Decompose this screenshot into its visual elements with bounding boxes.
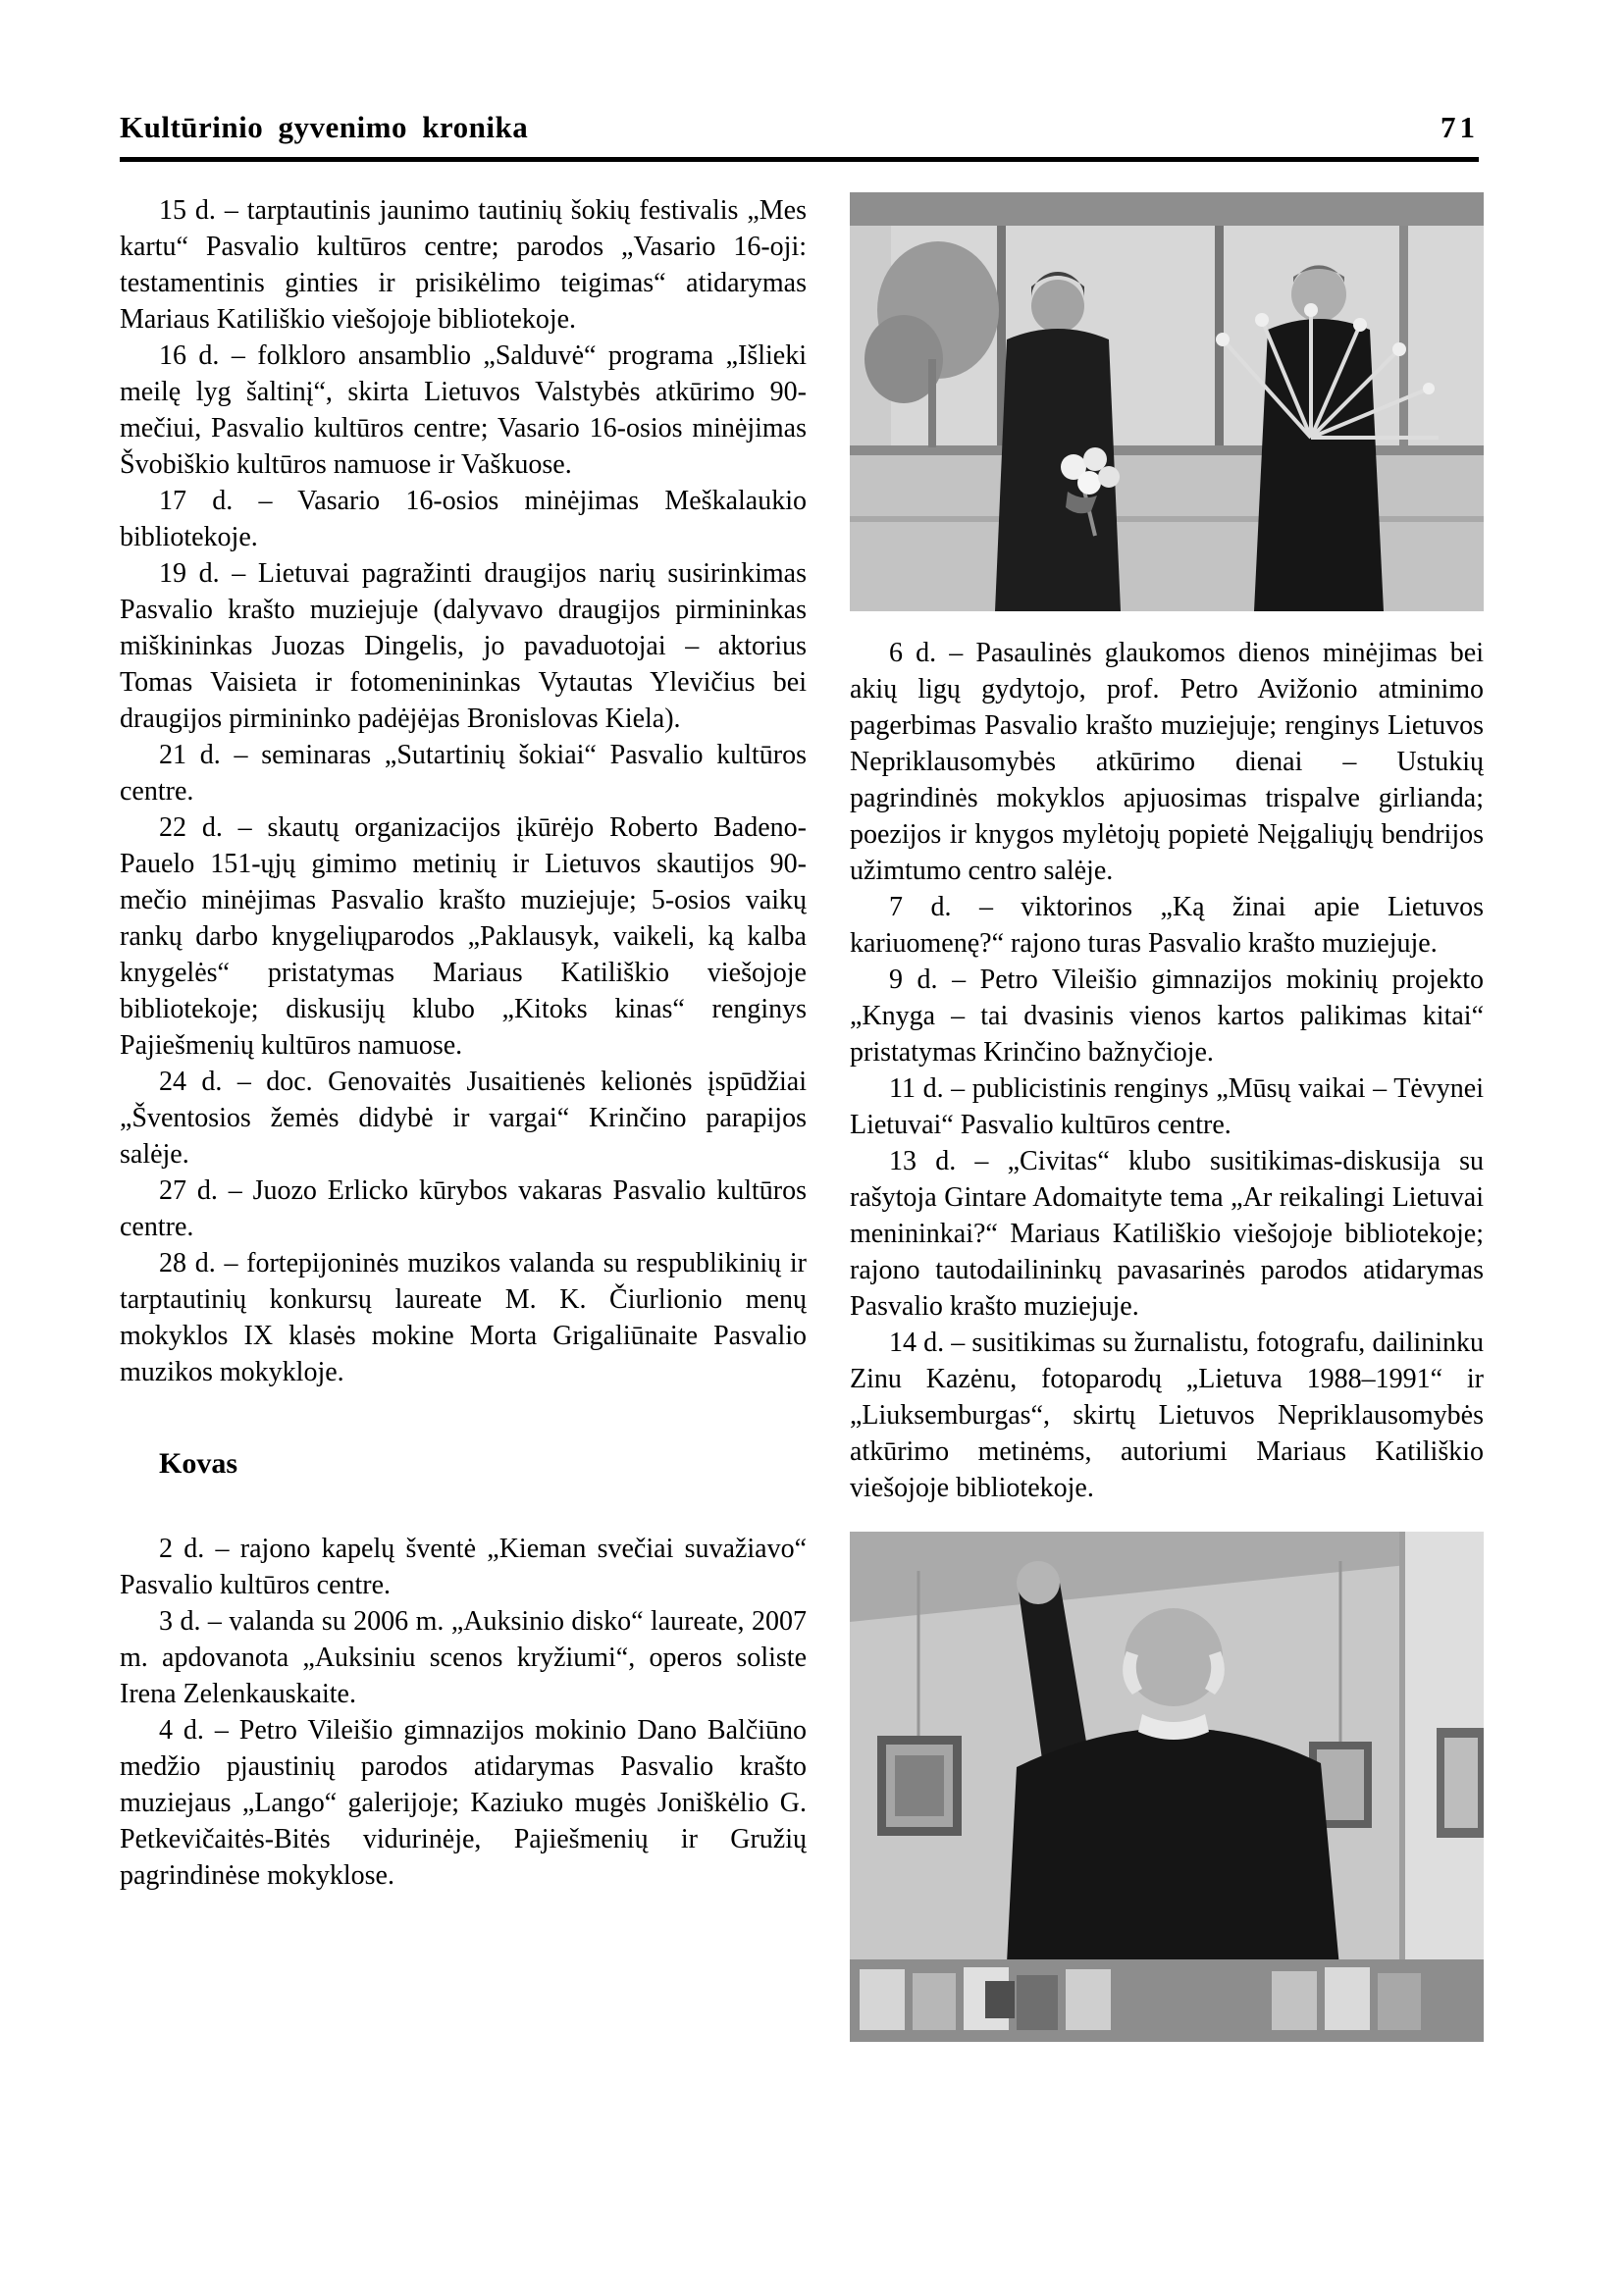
left-column	[120, 192, 807, 1894]
photo-display-table	[850, 1959, 1484, 2042]
page-title: Kultūrinio gyvenimo kronika	[120, 110, 529, 144]
chronicle-entry: 16 d. – folkloro ansamblio „Salduvė“ programa „Išlieki meilę lyg šaltinį“, skirta Lietuvos Valstybės atkūrimo 90-mečiui, Pasvalio kultūros centre; Vasario 16-osios minėjimas Švobiškio kultūros namuose ir Vaškuose.	[120, 340, 807, 480]
chronicle-entry: 11 d. – publicistinis renginys „Mūsų vaikai – Tėvynei Lietuvai“ Pasvalio kultūros centre.	[850, 1073, 1484, 1140]
chronicle-entry: 24 d. – doc. Genovaitės Jusaitienės kelionės įspūdžiai „Šventosios žemės didybė ir vargai“ Krinčino parapijos salėje.	[120, 1067, 807, 1170]
chronicle-entry: 13 d. – „Civitas“ klubo susitikimas-diskusija su rašytoja Gintare Adomaityte tema „Ar reikalingi Lietuvai menininkai?“ Mariaus Katiliškio viešojoje bibliotekoje; rajono tautodailininkų pavasarinės parodos atidarymas Pasvalio krašto muziejuje.	[850, 1146, 1484, 1322]
chronicle-entry: 7 d. – viktorinos „Ką žinai apie Lietuvos kariuomenę?“ rajono turas Pasvalio krašto muziejuje.	[850, 892, 1484, 959]
page-header	[120, 110, 1479, 162]
page-number: 71	[1441, 110, 1479, 144]
section-heading-kovas: Kovas	[159, 1447, 238, 1480]
chronicle-entry: 9 d. – Petro Vileišio gimnazijos mokinių projekto „Knyga – tai dvasinis vienos kartos palikimas kitai“ pristatymas Krinčino bažnyčioje.	[850, 965, 1484, 1068]
chronicle-entry: 27 d. – Juozo Erlicko kūrybos vakaras Pasvalio kultūros centre.	[120, 1175, 807, 1242]
chronicle-entry: 17 d. – Vasario 16-osios minėjimas Meškalaukio bibliotekoje.	[120, 486, 807, 552]
chronicle-entry: 15 d. – tarptautinis jaunimo tautinių šokių festivalis „Mes kartu“ Pasvalio kultūros centre; parodos „Vasario 16-oji: testamentinis ginties ir prisikėlimo teigimas“ atidarymas Mariaus Katiliškio viešojoje bibliotekoje.	[120, 195, 807, 335]
framed-artwork-far-right	[1437, 1728, 1484, 1838]
chronicle-entry: 6 d. – Pasaulinės glaukomos dienos minėjimas bei akių ligų gydytojo, prof. Petro Avižonio atminimo pagerbimas Pasvalio krašto muziejuje; renginys Lietuvos Nepriklausomybės atkūrimo dienai – Ustukių pagrindinės mokyklos apjuosimas trispalve girlianda; poezijos ir knygos mylėtojų popietė Neįgaliųjų bendrijos užimtumo centro salėje.	[850, 638, 1484, 886]
chronicle-entry: 19 d. – Lietuvai pagražinti draugijos narių susirinkimas Pasvalio krašto muziejuje (dalyvavo draugijos pirmininkas miškininkas Juozas Dingelis, jo pavaduotojai – aktorius Tomas Vaisieta ir fotomenininkas Vytautas Ylevičius bei draugijos pirmininko padėjėjas Bronislovas Kiela).	[120, 558, 807, 734]
chronicle-entry: 28 d. – fortepijoninės muzikos valanda su respublikinių ir tarptautinių konkursų laureate M. K. Čiurlionio menų mokyklos IX klasės mokine Morta Grigaliūnaite Pasvalio muzikos mokykloje.	[120, 1248, 807, 1387]
man-gesturing-in-gallery-photo	[850, 1532, 1484, 2042]
chronicle-entry: 14 d. – susitikimas su žurnalistu, fotografu, dailininku Zinu Kazėnu, fotoparodų „Lietuva 1988–1991“ ir „Liuksemburgas“, skirtų Lietuvos Nepriklausomybės atkūrimo metinėms, autoriumi Mariaus Katiliškio viešojoje bibliotekoje.	[850, 1328, 1484, 1503]
two-men-with-flowers-photo	[850, 192, 1484, 611]
right-column	[850, 192, 1484, 2042]
framed-artwork-left	[877, 1736, 962, 1836]
chronicle-entry: 22 d. – skautų organizacijos įkūrėjo Roberto Badeno-Pauelo 151-ųjų gimimo metinių ir Lietuvos skautijos 90-mečio minėjimas Pasvalio krašto muziejuje; 5-osios vaikų rankų darbo knygeliųparodos „Paklausyk, vaikeli, ką kalba knygelės“ pristatymas Mariaus Katiliškio viešojoje bibliotekoje; diskusijų klubo „Kitoks kinas“ renginys Pajiešmenių kultūros namuose.	[120, 812, 807, 1061]
chronicle-entry: 2 d. – rajono kapelų šventė „Kieman svečiai suvažiavo“ Pasvalio kultūros centre.	[120, 1534, 807, 1600]
chronicle-entry: 4 d. – Petro Vileišio gimnazijos mokinio Dano Balčiūno medžio pjaustinių parodos atidarymas Pasvalio krašto muziejaus „Lango“ galerijoje; Kaziuko mugės Joniškėlio G. Petkevičaitės-Bitės vidurinėje, Pajiešmenių ir Gružių pagrindinėse mokyklose.	[120, 1715, 807, 1891]
chronicle-entry: 3 d. – valanda su 2006 m. „Auksinio disko“ laureate, 2007 m. apdovanota „Auksiniu scenos kryžiumi“, operos soliste Irena Zelenkauskaite.	[120, 1606, 807, 1709]
chronicle-entry: 21 d. – seminaras „Sutartinių šokiai“ Pasvalio kultūros centre.	[120, 740, 807, 807]
